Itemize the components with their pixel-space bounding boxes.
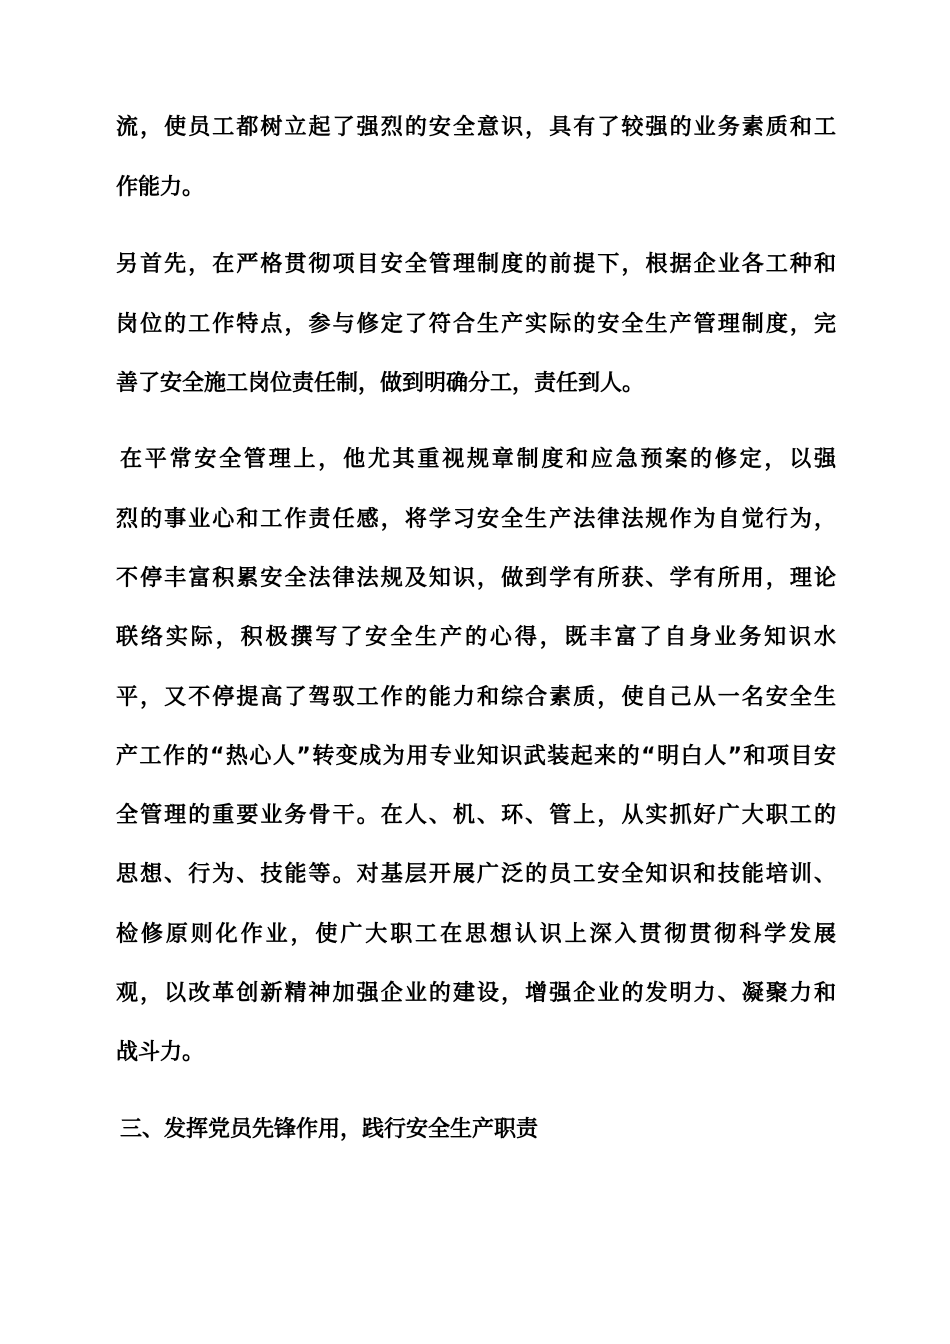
paragraph-3-line-10: 观，以改革创新精神加强企业的建设，增强企业的发明力、凝聚力和 xyxy=(116,981,836,1006)
paragraph-2-line-3: 善了安全施工岗位责任制，做到明确分工，责任到人。 xyxy=(116,371,645,396)
paragraph-1-line-2: 作能力。 xyxy=(116,175,205,200)
paragraph-3-line-8: 思想、行为、技能等。对基层开展广泛的员工安全知识和技能培训、 xyxy=(116,862,836,887)
paragraph-3-line-1: 在平常安全管理上，他尤其重视规章制度和应急预案的修定，以强 xyxy=(120,447,836,472)
paragraph-2-line-2: 岗位的工作特点，参与修定了符合生产实际的安全生产管理制度，完 xyxy=(116,312,836,337)
paragraph-3-line-6: 产工作的“热心人”转变成为用专业知识武装起来的“明白人”和项目安 xyxy=(116,744,836,769)
paragraph-3-line-9: 检修原则化作业，使广大职工在思想认识上深入贯彻贯彻科学发展 xyxy=(116,922,836,947)
paragraph-3-line-4: 联络实际，积极撰写了安全生产的心得，既丰富了自身业务知识水 xyxy=(116,625,836,650)
section-heading: 三、发挥党员先锋作用，践行安全生产职责 xyxy=(120,1117,539,1142)
paragraph-3-line-2: 烈的事业心和工作责任感，将学习安全生产法律法规作为自觉行为， xyxy=(116,507,836,532)
paragraph-3-line-5: 平，又不停提高了驾驭工作的能力和综合素质，使自己从一名安全生 xyxy=(116,685,836,710)
paragraph-3-line-3: 不停丰富积累安全法律法规及知识，做到学有所获、学有所用，理论 xyxy=(116,566,836,591)
paragraph-3-line-7: 全管理的重要业务骨干。在人、机、环、管上，从实抓好广大职工的 xyxy=(116,803,836,828)
paragraph-1-line-1: 流，使员工都树立起了强烈的安全意识，具有了较强的业务素质和工 xyxy=(116,115,836,140)
paragraph-3-line-11: 战斗力。 xyxy=(116,1040,205,1065)
paragraph-2-line-1: 另首先，在严格贯彻项目安全管理制度的前提下，根据企业各工种和 xyxy=(116,252,836,277)
